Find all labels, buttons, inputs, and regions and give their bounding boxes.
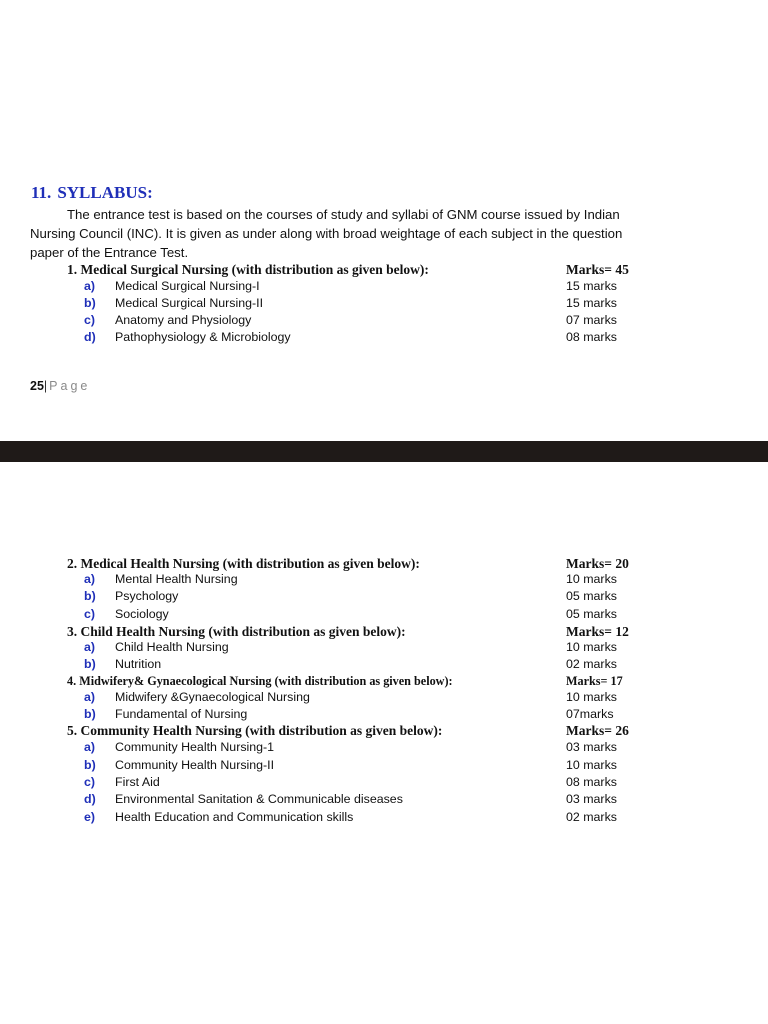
page-word: Page [49,379,91,393]
subject-3-marks: Marks= 12 [566,624,629,639]
item-marks: 10 marks [566,758,617,772]
item-marks: 15 marks [566,279,617,293]
item-letter: a) [84,279,96,293]
item-letter: b) [84,657,96,671]
subject-1-marks: Marks= 45 [566,262,629,277]
item-letter: b) [84,589,96,603]
item-name: Psychology [115,589,179,603]
item-name: Anatomy and Physiology [115,313,252,327]
item-marks: 10 marks [566,690,617,704]
item-marks: 08 marks [566,775,617,789]
item-marks: 03 marks [566,792,617,806]
item-name: Community Health Nursing-1 [115,740,275,754]
item-letter: c) [84,607,96,621]
page-footer [30,379,90,393]
item-marks: 07 marks [566,313,617,327]
item-letter: b) [84,296,96,310]
section-heading [31,183,153,203]
page-25 [0,0,768,441]
item-letter: e) [84,810,96,824]
subject-5-title: 5. Community Health Nursing (with distribution as given below): [67,723,443,738]
item-name: Child Health Nursing [115,640,229,654]
item-letter: b) [84,707,96,721]
item-name: First Aid [115,775,160,789]
item-letter: d) [84,792,96,806]
item-name: Pathophysiology & Microbiology [115,330,291,344]
item-name: Health Education and Communication skills [115,810,354,824]
subject-4-title: 4. Midwifery& Gynaecological Nursing (with distribution as given below): [67,674,453,688]
page-number: 25 [30,379,44,393]
subject-1-title: 1. Medical Surgical Nursing (with distribution as given below): [67,262,429,277]
item-name: Medical Surgical Nursing-I [115,279,260,293]
section-number: 11. [31,183,52,202]
subject-3-title: 3. Child Health Nursing (with distribution as given below): [67,624,406,639]
item-marks: 10 marks [566,640,617,654]
subject-5-marks: Marks= 26 [566,723,629,738]
subject-2-title: 2. Medical Health Nursing (with distribution as given below): [67,556,420,571]
item-marks: 05 marks [566,589,617,603]
page-divider [0,441,768,462]
item-marks: 02 marks [566,810,617,824]
item-name: Community Health Nursing-II [115,758,275,772]
item-name: Fundamental of Nursing [115,707,248,721]
item-marks: 02 marks [566,657,617,671]
item-letter: c) [84,775,96,789]
item-letter: a) [84,640,96,654]
item-letter: b) [84,758,96,772]
item-letter: a) [84,690,96,704]
item-name: Sociology [115,607,169,621]
item-marks: 07marks [566,707,614,721]
subject-2-marks: Marks= 20 [566,556,629,571]
item-name: Nutrition [115,657,162,671]
item-name: Medical Surgical Nursing-II [115,296,264,310]
section-title: SYLLABUS: [57,183,153,202]
item-letter: a) [84,572,96,586]
item-marks: 03 marks [566,740,617,754]
item-marks: 05 marks [566,607,617,621]
item-name: Midwifery &Gynaecological Nursing [115,690,310,704]
subject-4-marks: Marks= 17 [566,674,623,688]
item-name: Mental Health Nursing [115,572,238,586]
intro-paragraph: The entrance test is based on the courses of study and syllabi of GNM course issued by Indian Nursing Council (INC). It is given as under along with broad weightage of each subject in the question paper of the Entrance Test. [30,207,623,260]
footer-separator: | [43,379,48,393]
item-marks: 10 marks [566,572,617,586]
item-letter: c) [84,313,96,327]
item-letter: d) [84,330,96,344]
item-marks: 08 marks [566,330,617,344]
item-marks: 15 marks [566,296,617,310]
item-letter: a) [84,740,96,754]
item-name: Environmental Sanitation & Communicable diseases [115,792,403,806]
